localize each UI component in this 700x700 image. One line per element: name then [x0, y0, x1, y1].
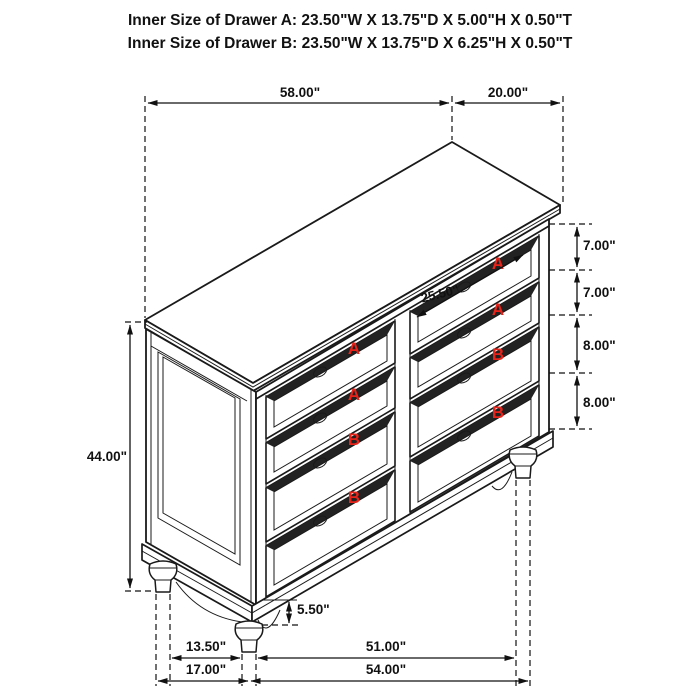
- drawer-letter: A: [491, 254, 505, 273]
- leg-front: [235, 621, 263, 652]
- drawer-height-label-3: 8.00": [583, 338, 616, 353]
- dresser-drawing: [142, 142, 560, 652]
- leg-height-label: 5.50": [297, 602, 330, 617]
- drawer-letter: B: [347, 488, 361, 507]
- feet-front-inner-label: 51.00": [365, 639, 407, 654]
- drawer-height-dimensions: [549, 224, 616, 429]
- drawer-letter: B: [491, 403, 505, 422]
- drawer-letter: B: [347, 430, 361, 449]
- drawer-b-inner-size-text: Inner Size of Drawer B: 23.50"W X 13.75"D X 6.25"H X 0.50"T: [127, 35, 573, 52]
- drawer-letter: A: [347, 339, 361, 358]
- drawer-letter: A: [491, 300, 505, 319]
- drawer-letter: B: [491, 345, 505, 364]
- drawer-height-label-2: 7.00": [583, 285, 616, 300]
- drawer-height-label-4: 8.00": [583, 395, 616, 410]
- leg-back-left: [149, 561, 177, 592]
- drawer-letter: A: [347, 385, 361, 404]
- leg-front-right: [509, 447, 537, 478]
- drawer-height-label-1: 7.00": [583, 238, 616, 253]
- drawer-opening-width-label: 25.50": [419, 281, 461, 306]
- feet-front-outer-label: 54.00": [365, 662, 407, 677]
- feet-side-inner-label: 13.50": [185, 639, 227, 654]
- overall-height-label: 44.00": [86, 449, 127, 464]
- drawer-a-inner-size-text: Inner Size of Drawer A: 23.50"W X 13.75"D X 5.00"H X 0.50"T: [127, 12, 573, 29]
- title-block: [128, 12, 573, 52]
- feet-side-outer-label: 17.00": [185, 662, 227, 677]
- top-width-label: 58.00": [279, 85, 321, 100]
- top-depth-label: 20.00": [487, 85, 529, 100]
